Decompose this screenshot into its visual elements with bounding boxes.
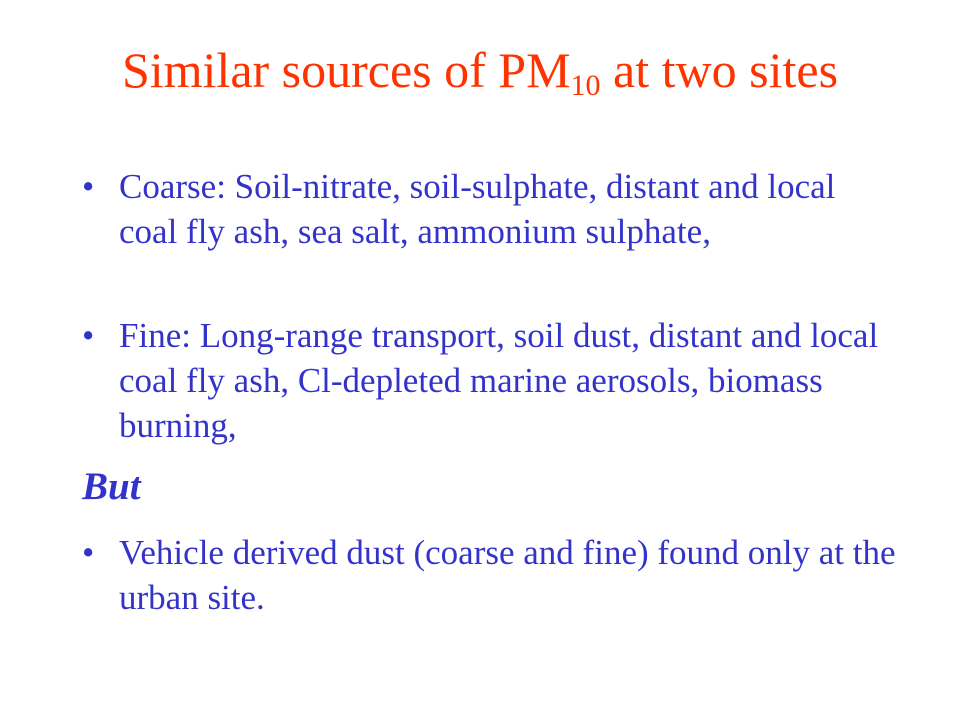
- slide-title-tail: at two sites: [600, 42, 839, 98]
- bullet-item-fine: [82, 313, 902, 448]
- bullet-icon: •: [82, 533, 95, 572]
- bullet-text: Vehicle derived dust (coarse and fine) found only at the urban site.: [119, 533, 896, 617]
- but-heading: But: [82, 465, 141, 508]
- bullet-item-vehicle: [82, 530, 902, 620]
- bullet-icon: •: [82, 167, 95, 206]
- bullet-text: Fine: Long-range transport, soil dust, distant and local coal fly ash, Cl-depleted marine aerosols, biomass burning,: [119, 316, 879, 445]
- bullet-item-coarse: [82, 164, 902, 254]
- slide-title-main: Similar sources of PM: [121, 42, 571, 98]
- slide-title: [0, 38, 960, 110]
- slide-title-subscript: 10: [570, 69, 601, 102]
- bullet-text: Coarse: Soil-nitrate, soil-sulphate, distant and local coal fly ash, sea salt, ammonium sulphate,: [119, 167, 836, 251]
- bullet-icon: •: [82, 316, 95, 355]
